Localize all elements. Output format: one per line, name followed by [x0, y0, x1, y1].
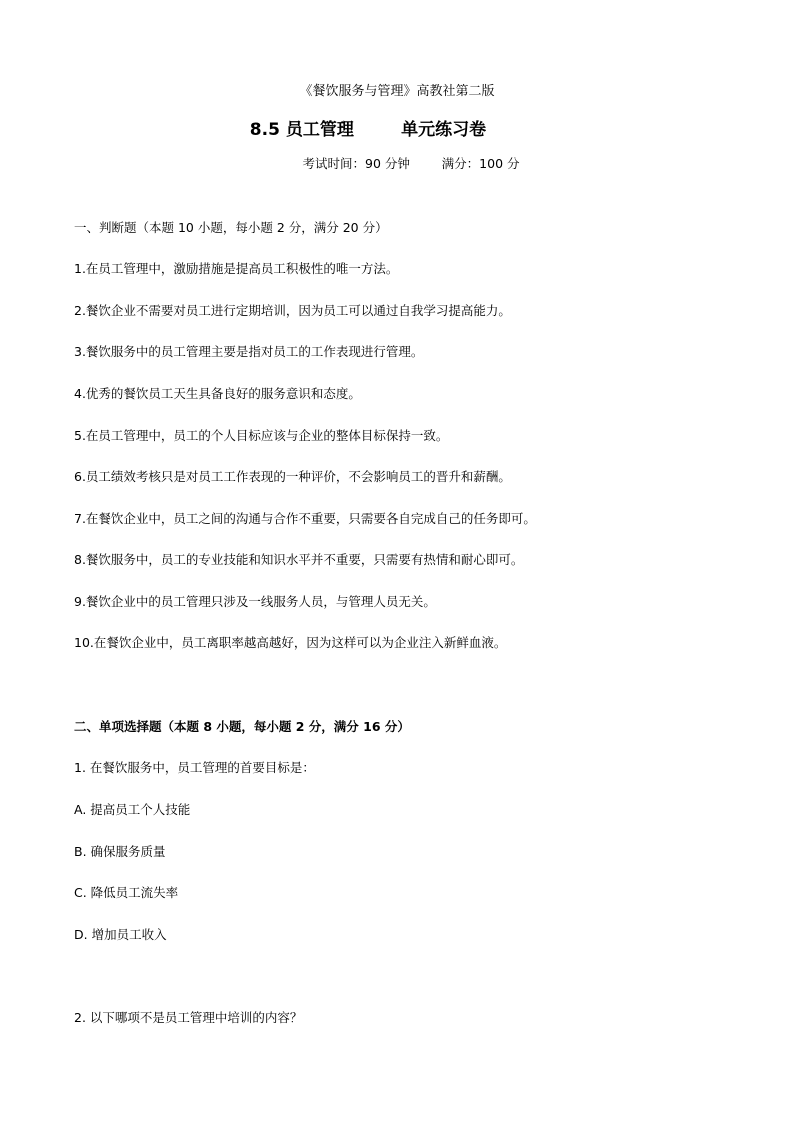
- judgement-item: 3.餐饮服务中的员工管理主要是指对员工的工作表现进行管理。: [74, 344, 424, 359]
- question-stem: 1. 在餐饮服务中，员工管理的首要目标是：: [74, 760, 315, 775]
- question-option: B. 确保服务质量: [74, 844, 166, 859]
- judgement-item: 10.在餐饮企业中，员工离职率越高越好，因为这样可以为企业注入新鲜血液。: [74, 635, 507, 650]
- judgement-item: 2.餐饮企业不需要对员工进行定期培训，因为员工可以通过自我学习提高能力。: [74, 303, 511, 318]
- exam-meta: 考试时间：90 分钟 满分：100 分: [302, 156, 520, 171]
- section-heading-single-choice: 二、单项选择题（本题 8 小题，每小题 2 分，满分 16 分）: [74, 719, 410, 734]
- question-option: A. 提高员工个人技能: [74, 802, 191, 817]
- exam-title: 8.5 员工管理 单元练习卷: [249, 120, 487, 140]
- judgement-item: 7.在餐饮企业中，员工之间的沟通与合作不重要，只需要各自完成自己的任务即可。: [74, 511, 536, 526]
- question-option: D. 增加员工收入: [74, 927, 167, 942]
- question-stem: 2. 以下哪项不是员工管理中培训的内容？: [74, 1010, 303, 1025]
- question-option: C. 降低员工流失率: [74, 885, 179, 900]
- judgement-item: 5.在员工管理中，员工的个人目标应该与企业的整体目标保持一致。: [74, 428, 449, 443]
- judgement-item: 1.在员工管理中，激励措施是提高员工积极性的唯一方法。: [74, 261, 399, 276]
- judgement-item: 8.餐饮服务中，员工的专业技能和知识水平并不重要，只需要有热情和耐心即可。: [74, 552, 524, 567]
- judgement-item: 9.餐饮企业中的员工管理只涉及一线服务人员，与管理人员无关。: [74, 594, 436, 609]
- section-heading-judgement: 一、判断题（本题 10 小题，每小题 2 分，满分 20 分）: [74, 220, 388, 235]
- book-title: 《餐饮服务与管理》高教社第二版: [299, 84, 495, 99]
- judgement-item: 6.员工绩效考核只是对员工工作表现的一种评价，不会影响员工的晋升和薪酬。: [74, 469, 511, 484]
- judgement-item: 4.优秀的餐饮员工天生具备良好的服务意识和态度。: [74, 386, 361, 401]
